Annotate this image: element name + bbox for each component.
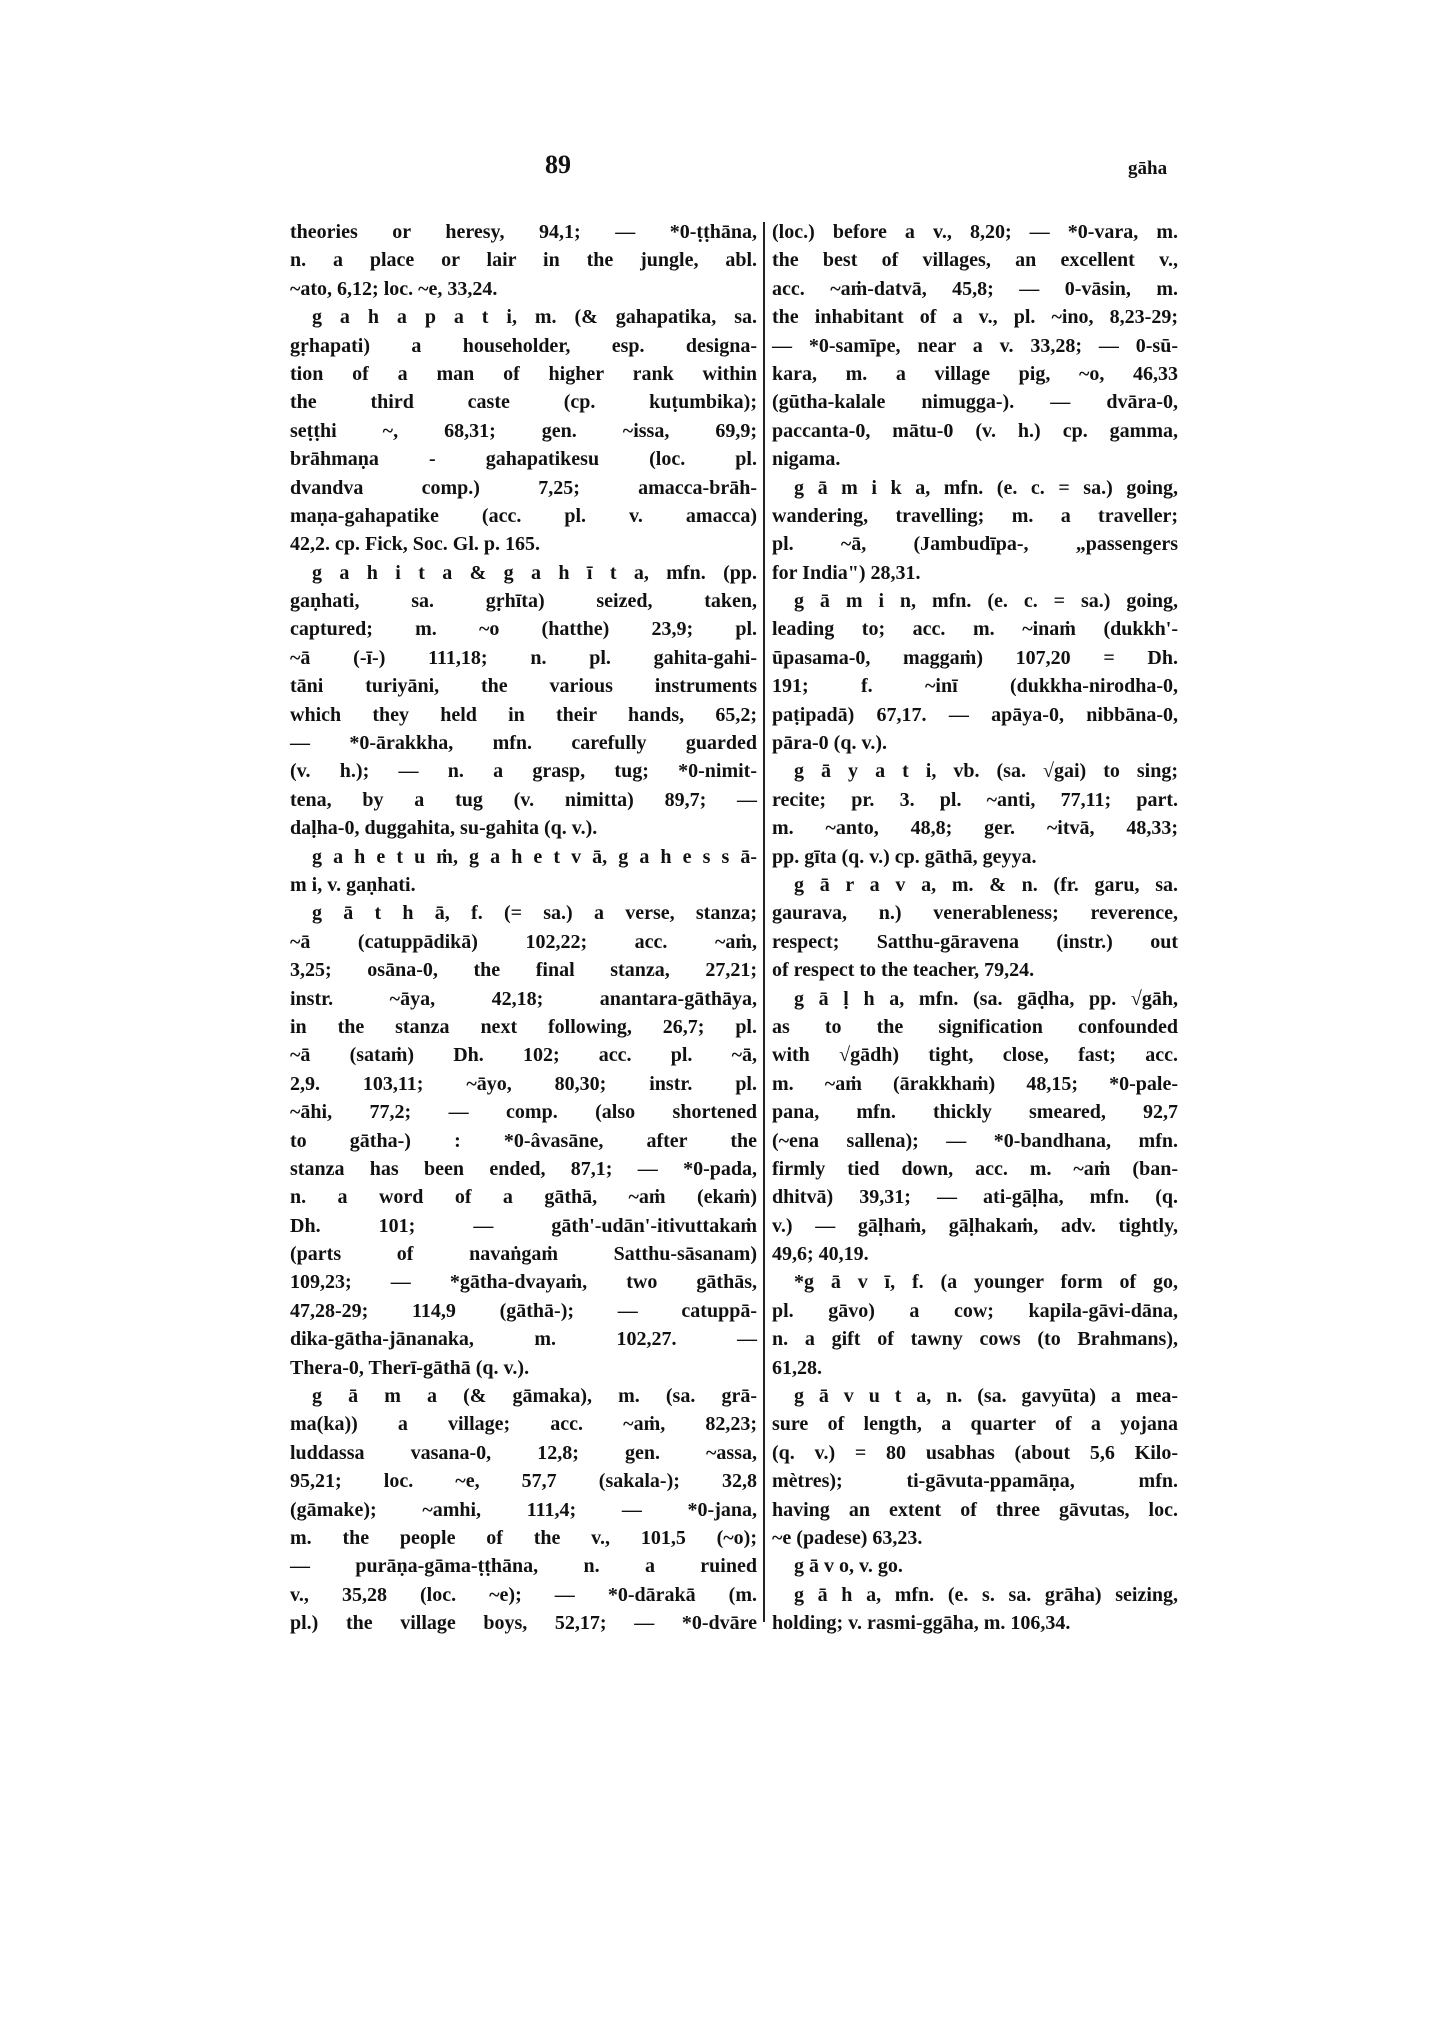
- text-line: nigama.: [772, 448, 841, 471]
- text-line: tena, by a tug (v. nimitta) 89,7; —: [290, 788, 757, 811]
- text-line: dhitvā) 39,31; — ati-gāḷha, mfn. (q.: [772, 1186, 1178, 1209]
- text-line: (loc.) before a v., 8,20; — *0-vara, m.: [772, 221, 1178, 243]
- text-line: seṭṭhi ~, 68,31; gen. ~issa, 69,9;: [290, 419, 757, 442]
- text-line: 61,28.: [772, 1356, 822, 1379]
- text-line: as to the signification confounded: [772, 1015, 1178, 1038]
- text-line: kara, m. a village pig, ~o, 46,33: [772, 362, 1178, 385]
- text-line: Thera-0, Therī-gāthā (q. v.).: [290, 1356, 530, 1379]
- text-line: having an extent of three gāvutas, loc.: [772, 1498, 1178, 1521]
- text-line: n. a place or lair in the jungle, abl.: [290, 249, 757, 272]
- text-line: tāni turiyāni, the various instruments: [290, 675, 757, 698]
- text-line: — purāṇa-gāma-ṭṭhāna, n. a ruined: [290, 1555, 757, 1578]
- text-line: luddassa vasana-0, 12,8; gen. ~assa,: [290, 1441, 757, 1464]
- entry-headword-line: g a h i t a & g a h ī t a, mfn. (pp.: [312, 561, 757, 584]
- text-line: ūpasama-0, maggaṁ) 107,20 = Dh.: [772, 646, 1178, 669]
- entry-headword-line: g a h e t u ṁ, g a h e t v ā, g a h e s s ā-: [312, 845, 757, 868]
- text-line: paccanta-0, mātu-0 (v. h.) cp. gamma,: [772, 419, 1178, 442]
- text-line: pana, mfn. thickly smeared, 92,7: [772, 1101, 1178, 1124]
- text-line: pāra-0 (q. v.).: [772, 732, 887, 755]
- text-line: pl. gāvo) a cow; kapila-gāvi-dāna,: [772, 1299, 1178, 1322]
- text-line: brāhmaṇa - gahapatikesu (loc. pl.: [290, 448, 757, 471]
- text-line: the inhabitant of a v., pl. ~ino, 8,23-29;: [772, 306, 1178, 329]
- text-line: n. a gift of tawny cows (to Brahmans),: [772, 1328, 1178, 1351]
- entry-headword-line: g ā y a t i, vb. (sa. √gai) to sing;: [794, 760, 1178, 783]
- text-line: of respect to the teacher, 79,24.: [772, 959, 1035, 982]
- text-line: respect; Satthu-gāravena (instr.) out: [772, 930, 1178, 953]
- text-line: ~ā (sataṁ) Dh. 102; acc. pl. ~ā,: [290, 1044, 757, 1067]
- text-line: holding; v. rasmi-ggāha, m. 106,34.: [772, 1612, 1071, 1635]
- text-line: m i, v. gaṇhati.: [290, 873, 416, 896]
- text-line: (v. h.); — n. a grasp, tug; *0-nimit-: [290, 760, 757, 783]
- right-column: [772, 218, 1178, 1638]
- text-line: gṛhapati) a householder, esp. designa-: [290, 334, 757, 357]
- text-line: gaṇhati, sa. gṛhīta) seized, taken,: [290, 590, 757, 613]
- text-line: n. a word of a gāthā, ~aṁ (ekaṁ): [290, 1186, 757, 1209]
- running-head: gāha: [1128, 158, 1168, 179]
- text-line: 95,21; loc. ~e, 57,7 (sakala-); 32,8: [290, 1470, 757, 1493]
- text-line: which they held in their hands, 65,2;: [290, 703, 757, 726]
- text-line: captured; m. ~o (hatthe) 23,9; pl.: [290, 618, 757, 641]
- text-line: ~ā (-ī-) 111,18; n. pl. gahita-gahi-: [290, 646, 757, 669]
- text-line: acc. ~aṁ-datvā, 45,8; — 0-vāsin, m.: [772, 277, 1178, 300]
- text-line: stanza has been ended, 87,1; — *0-pada,: [290, 1157, 757, 1180]
- text-line: ~e (padese) 63,23.: [772, 1526, 923, 1549]
- text-line: ~āhi, 77,2; — comp. (also shortened: [290, 1101, 757, 1124]
- text-line: leading to; acc. m. ~inaṁ (dukkh'-: [772, 618, 1178, 641]
- text-line: the best of villages, an excellent v.,: [772, 249, 1178, 272]
- text-line: instr. ~āya, 42,18; anantara-gāthāya,: [290, 987, 757, 1010]
- entry-headword-line: g ā r a v a, m. & n. (fr. garu, sa.: [794, 873, 1178, 896]
- text-line: (~ena sallena); — *0-bandhana, mfn.: [772, 1129, 1178, 1152]
- text-line: (gūtha-kalale nimugga-). — dvāra-0,: [772, 391, 1178, 414]
- text-line: 109,23; — *gātha-dvayaṁ, two gāthās,: [290, 1271, 757, 1294]
- text-line: firmly tied down, acc. m. ~aṁ (ban-: [772, 1157, 1178, 1180]
- text-line: ~ā (catuppādikā) 102,22; acc. ~aṁ,: [290, 930, 757, 953]
- text-line: pl. ~ā, (Jambudīpa-, „passengers: [772, 533, 1178, 556]
- text-line: 49,6; 40,19.: [772, 1243, 869, 1266]
- text-line: wandering, travelling; m. a traveller;: [772, 504, 1178, 527]
- text-line: maṇa-gahapatike (acc. pl. v. amacca): [290, 504, 757, 527]
- text-line: theories or heresy, 94,1; — *0-ṭṭhāna,: [290, 221, 757, 243]
- text-line: v., 35,28 (loc. ~e); — *0-dārakā (m.: [290, 1583, 757, 1606]
- text-line: 47,28-29; 114,9 (gāthā-); — catuppā-: [290, 1299, 757, 1322]
- text-line: pl.) the village boys, 52,17; — *0-dvāre: [290, 1612, 757, 1635]
- text-line: m. the people of the v., 101,5 (~o);: [290, 1526, 757, 1549]
- entry-headword-line: g ā v u t a, n. (sa. gavyūta) a mea-: [794, 1385, 1178, 1408]
- page-number: 89: [545, 150, 571, 179]
- text-line: the third caste (cp. kuṭumbika);: [290, 391, 757, 414]
- entry-headword-line: g ā m i n, mfn. (e. c. = sa.) going,: [794, 590, 1178, 613]
- text-line: m. ~anto, 48,8; ger. ~itvā, 48,33;: [772, 817, 1178, 840]
- left-column: [290, 218, 757, 1638]
- text-line: (parts of navaṅgaṁ Satthu-sāsanam): [290, 1243, 757, 1266]
- text-line: ~ato, 6,12; loc. ~e, 33,24.: [290, 277, 498, 300]
- entry-headword-line: g ā m a (& gāmaka), m. (sa. grā-: [312, 1385, 757, 1408]
- text-line: recite; pr. 3. pl. ~anti, 77,11; part.: [772, 788, 1178, 811]
- text-line: pp. gīta (q. v.) cp. gāthā, geyya.: [772, 845, 1037, 868]
- text-line: sure of length, a quarter of a yojana: [772, 1413, 1178, 1436]
- text-line: dvandva comp.) 7,25; amacca-brāh-: [290, 476, 757, 499]
- text-line: 191; f. ~inī (dukkha-nirodha-0,: [772, 675, 1178, 698]
- text-line: for India") 28,31.: [772, 561, 921, 584]
- text-line: v.) — gāḷhaṁ, gāḷhakaṁ, adv. tightly,: [772, 1214, 1178, 1237]
- text-line: (gāmake); ~amhi, 111,4; — *0-jana,: [290, 1498, 757, 1521]
- text-line: 2,9. 103,11; ~āyo, 80,30; instr. pl.: [290, 1072, 757, 1095]
- text-line: 42,2. cp. Fick, Soc. Gl. p. 165.: [290, 533, 541, 556]
- text-line: dika-gātha-jānanaka, m. 102,27. —: [290, 1328, 757, 1351]
- text-line: with √gādh) tight, close, fast; acc.: [772, 1044, 1178, 1067]
- text-line: Dh. 101; — gāth'-udān'-itivuttakaṁ: [290, 1214, 757, 1237]
- text-line: daḷha-0, duggahita, su-gahita (q. v.).: [290, 817, 598, 840]
- text-line: ma(ka)) a village; acc. ~aṁ, 82,23;: [290, 1413, 757, 1436]
- text-line: 3,25; osāna-0, the final stanza, 27,21;: [290, 959, 757, 982]
- text-line: paṭipadā) 67,17. — apāya-0, nibbāna-0,: [772, 703, 1178, 726]
- column-divider: [763, 222, 765, 1622]
- text-line: m. ~aṁ (ārakkhaṁ) 48,15; *0-pale-: [772, 1072, 1178, 1095]
- text-line: mètres); ti-gāvuta-ppamāṇa, mfn.: [772, 1470, 1178, 1493]
- entry-headword-line: g a h a p a t i, m. (& gahapatika, sa.: [312, 306, 757, 329]
- entry-headword-line: g ā v o, v. go.: [794, 1555, 903, 1578]
- text-line: in the stanza next following, 26,7; pl.: [290, 1015, 757, 1038]
- entry-headword-line: g ā m i k a, mfn. (e. c. = sa.) going,: [794, 476, 1178, 499]
- entry-headword-line: g ā t h ā, f. (= sa.) a verse, stanza;: [312, 902, 757, 925]
- text-line: — *0-ārakkha, mfn. carefully guarded: [290, 732, 757, 755]
- text-line: (q. v.) = 80 usabhas (about 5,6 Kilo-: [772, 1441, 1178, 1464]
- entry-headword-line: g ā h a, mfn. (e. s. sa. grāha) seizing,: [794, 1583, 1178, 1606]
- text-line: — *0-samīpe, near a v. 33,28; — 0-sū-: [772, 334, 1178, 357]
- entry-headword-line: *g ā v ī, f. (a younger form of go,: [794, 1271, 1178, 1294]
- text-line: to gātha-) : *0-âvasāne, after the: [290, 1129, 757, 1152]
- text-line: gaurava, n.) venerableness; reverence,: [772, 902, 1178, 925]
- text-line: tion of a man of higher rank within: [290, 362, 757, 385]
- entry-headword-line: g ā ḷ h a, mfn. (sa. gāḍha, pp. √gāh,: [794, 987, 1178, 1010]
